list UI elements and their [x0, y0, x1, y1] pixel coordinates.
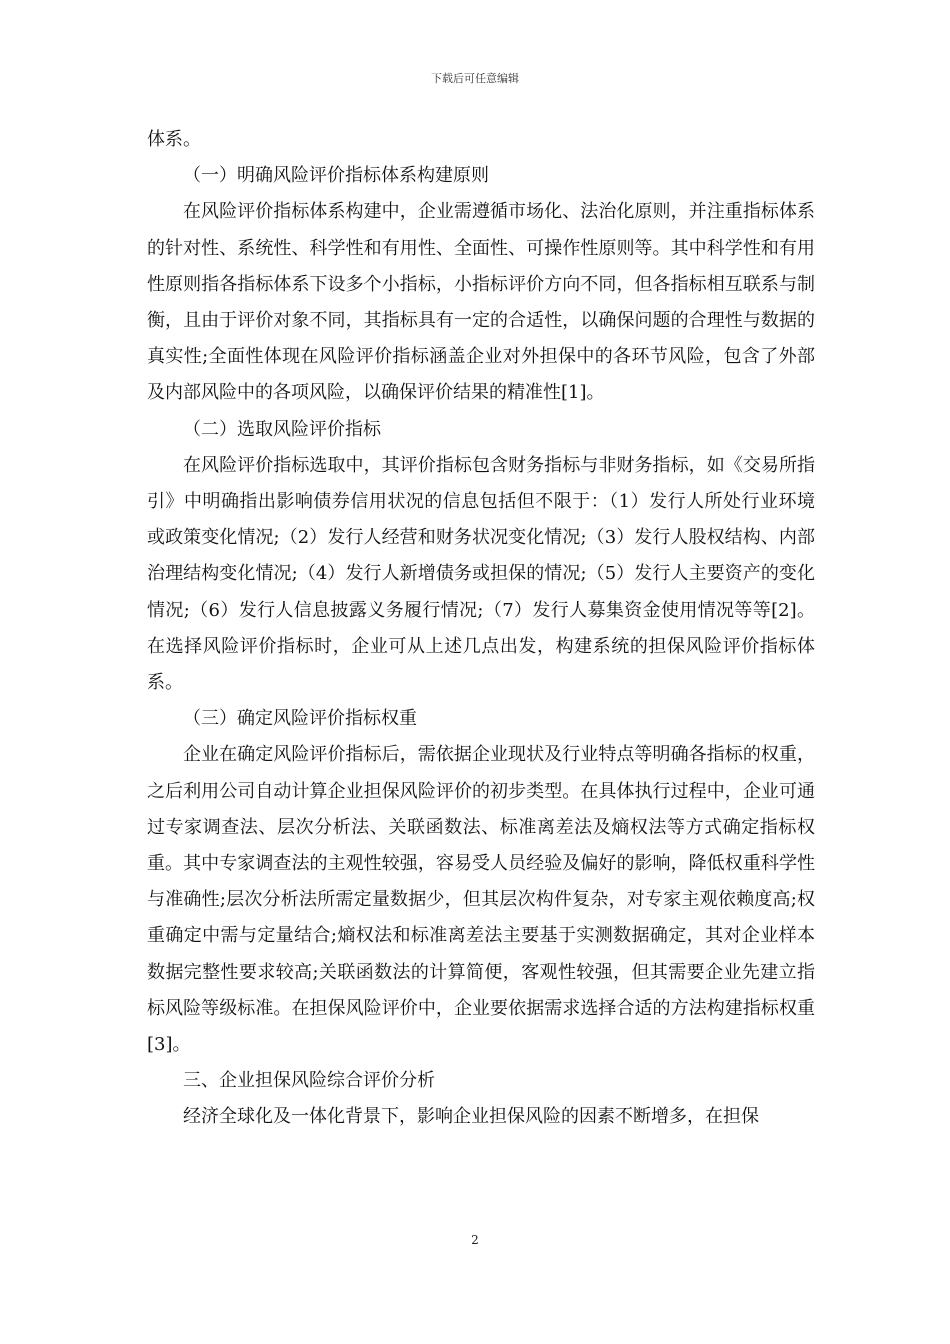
paragraph-4: 经济全球化及一体化背景下，影响企业担保风险的因素不断增多，在担保 — [183, 1106, 759, 1128]
page-number: 2 — [471, 1233, 479, 1247]
section-heading-4: 三、企业担保风险综合评价分析 — [183, 1070, 435, 1092]
paragraph-continuation: 体系。 — [147, 129, 201, 150]
section-heading-2: （二）选取风险评价指标 — [183, 418, 381, 440]
section-heading-3: （三）确定风险评价指标权重 — [183, 708, 417, 730]
page-header: 下载后可任意编辑 — [431, 72, 519, 85]
section-heading-1: （一）明确风险评价指标体系构建原则 — [183, 165, 489, 187]
paragraph-2: 在风险评价指标选取中，其评价指标包含财务指标与非财务指标，如《交易所指引》中明确指出影响债券信用状况的信息包括但不限于：（1）发行人所处行业环境或政策变化情况;（2）发行人经营和财务状况变化情况;（3）发行人股权结构、内部治理结构变化情况;（4）发行人新增债务或担保的情况;（5）发行人主要资产的变化情况;（6）发行人信息披露义务履行情况;（7）发行人募集资金使用情况等等[2]。在选择风险评价指标时，企业可从上述几点出发，构建系统的担保风险评价指标体系。 — [147, 454, 815, 694]
paragraph-3: 企业在确定风险评价指标后，需依据企业现状及行业特点等明确各指标的权重，之后利用公司自动计算企业担保风险评价的初步类型。在具体执行过程中，企业可通过专家调查法、层次分析法、关联函数法、标准离差法及熵权法等方式确定指标权重。其中专家调查法的主观性较强，容易受人员经验及偏好的影响，降低权重科学性与准确性;层次分析法所需定量数据少，但其层次构件复杂，对专家主观依赖度高;权重确定中需与定量结合;熵权法和标准离差法主要基于实测数据确定，其对企业样本数据完整性要求较高;关联函数法的计算简便，客观性较强，但其需要企业先建立指标风险等级标准。在担保风险评价中，企业要依据需求选择合适的方法构建指标权重[3]。 — [147, 744, 815, 1056]
paragraph-1: 在风险评价指标体系构建中，企业需遵循市场化、法治化原则，并注重指标体系的针对性、系统性、科学性和有用性、全面性、可操作性原则等。其中科学性和有用性原则指各指标体系下设多个小指标，小指标评价方向不同，但各指标相互联系与制衡，且由于评价对象不同，其指标具有一定的合适性，以确保问题的合理性与数据的真实性;全面性体现在风险评价指标涵盖企业对外担保中的各环节风险，包含了外部及内部风险中的各项风险，以确保评价结果的精准性[1]。 — [147, 201, 815, 404]
document-body — [147, 122, 815, 1136]
